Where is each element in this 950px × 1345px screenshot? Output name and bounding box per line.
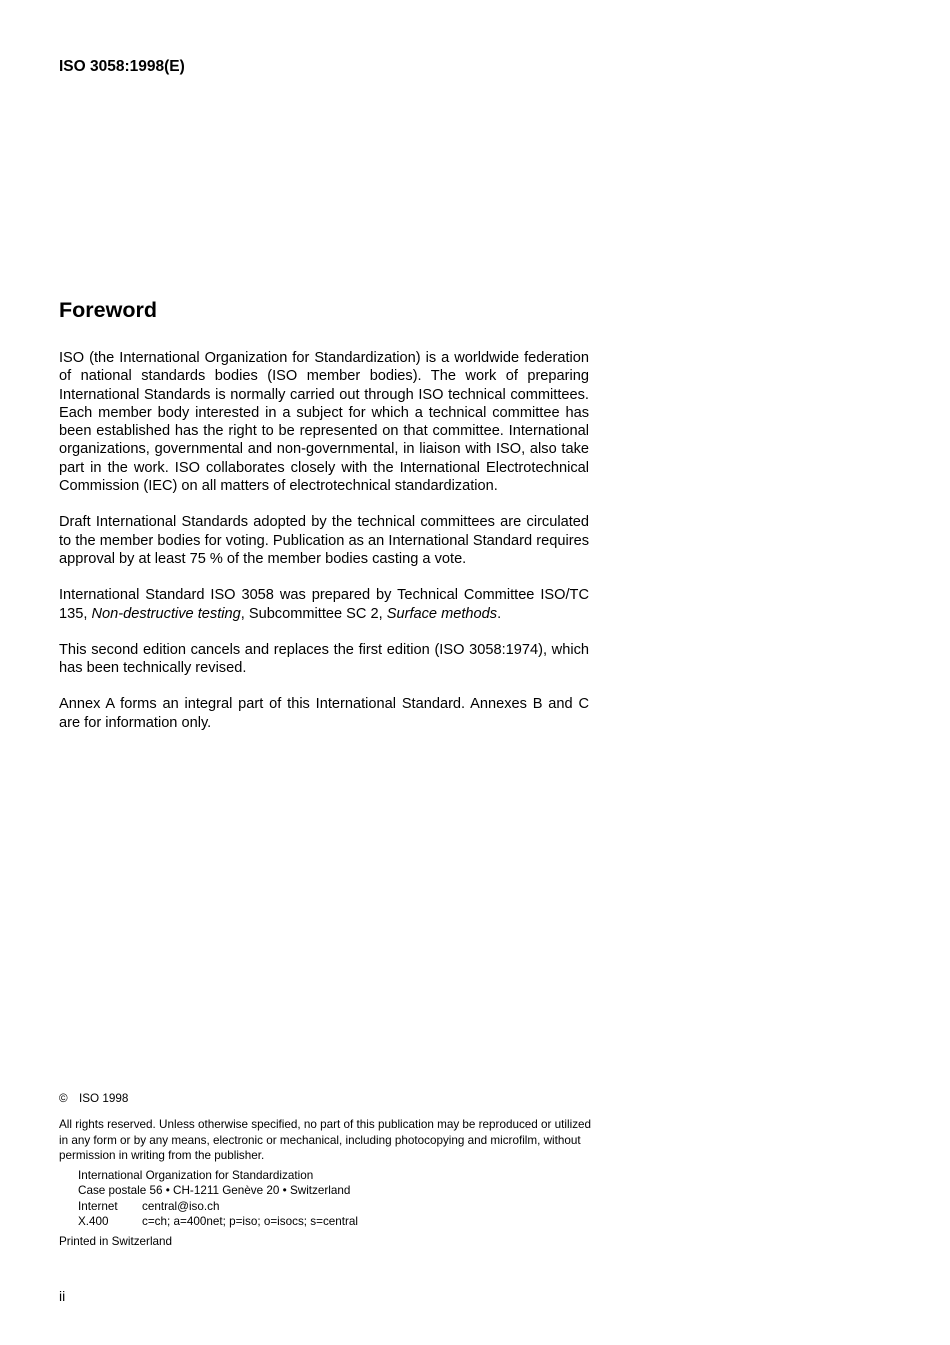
document-id-header: ISO 3058:1998(E) <box>59 58 185 75</box>
copyright-block <box>59 1091 599 1250</box>
foreword-paragraph-edition: This second edition cancels and replaces the first edition (ISO 3058:1974), which has been technically revised. <box>59 641 589 677</box>
preparation-text-2: , Subcommittee SC 2, <box>240 605 387 622</box>
x400-value: c=ch; a=400net; p=iso; o=isocs; s=central <box>142 1215 359 1229</box>
internet-value: central@iso.ch <box>142 1199 220 1213</box>
preparation-text-1: International Standard ISO 3058 was prepared by Technical Committee ISO/TC 135, <box>59 587 589 622</box>
publisher-address <box>78 1168 599 1229</box>
copyright-year: ISO 1998 <box>79 1092 129 1105</box>
page-number: ii <box>59 1288 66 1304</box>
x400-row <box>78 1214 599 1229</box>
printed-location: Printed in Switzerland <box>59 1235 173 1249</box>
internet-row <box>78 1199 599 1214</box>
postal-address: Case postale 56 • CH-1211 Genève 20 • Switzerland <box>78 1184 351 1198</box>
foreword-paragraph-annexes: Annex A forms an integral part of this International Standard. Annexes B and C are for information only. <box>59 696 589 731</box>
copyright-line <box>59 1091 599 1106</box>
internet-label: Internet <box>78 1199 118 1213</box>
foreword-title: Foreword <box>59 298 157 322</box>
committee-name: Non-destructive testing <box>91 605 241 622</box>
rights-notice: All rights reserved. Unless otherwise specified, no part of this publication may be reproduced or utilized in any form or by any means, electronic or mechanical, including photocopying and microfilm, without permission in writing from the publisher. <box>59 1118 592 1162</box>
foreword-paragraph-preparation <box>59 586 589 623</box>
x400-label: X.400 <box>78 1215 109 1229</box>
preparation-text-3: . <box>497 605 502 622</box>
copyright-symbol: © <box>59 1092 68 1105</box>
subcommittee-name: Surface methods <box>386 605 498 622</box>
foreword-body <box>59 349 589 750</box>
publisher-name: International Organization for Standardization <box>78 1169 314 1183</box>
foreword-paragraph-iso: ISO (the International Organization for Standardization) is a worldwide federation of national standards bodies (ISO member bodies). The work of preparing International Standards is normally carried out through ISO technical committees. Each member body interested in a subject for which a technical committee has been established has the right to be represented on that committee. International organizations, governmental and non-governmental, in liaison with ISO, also take part in the work. ISO collaborates closely with the International Electrotechnical Commission (IEC) on all matters of electrotechnical standardization. <box>59 350 589 495</box>
foreword-paragraph-draft: Draft International Standards adopted by the technical committees are circulated to the member bodies for voting. Publication as an International Standard requires approval by at least 75 % of the member bodies casting a vote. <box>59 514 589 567</box>
